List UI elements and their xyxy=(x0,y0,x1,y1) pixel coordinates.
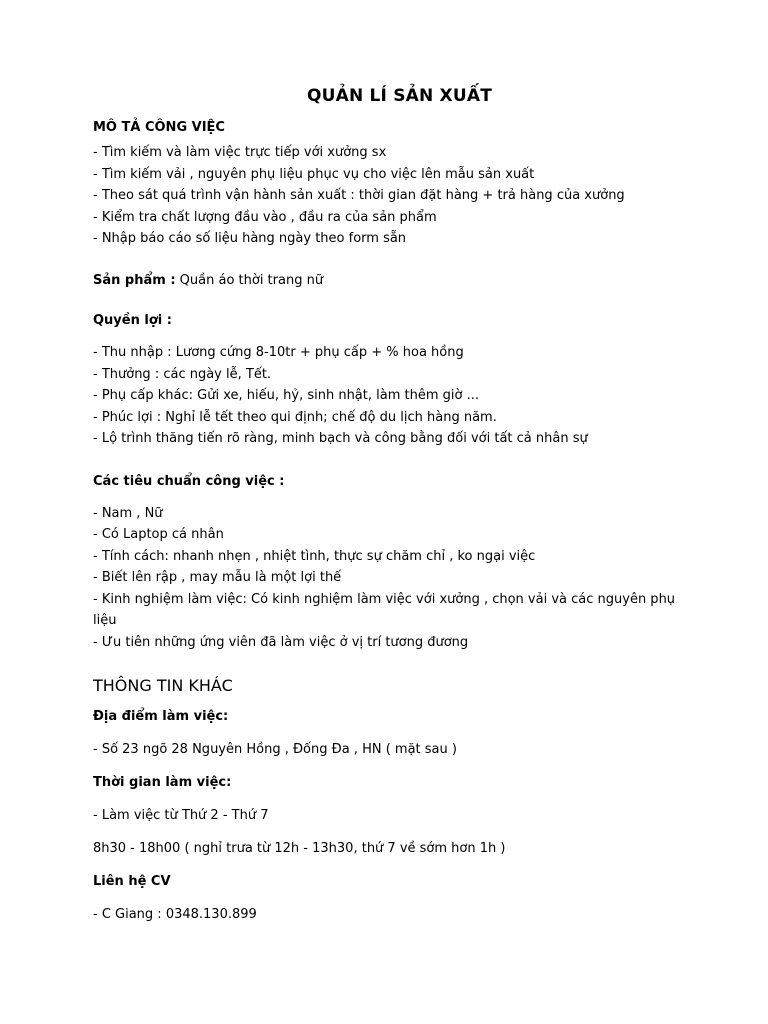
job-description-item: - Tìm kiếm và làm việc trực tiếp với xưởng sx xyxy=(93,145,387,160)
product-label: Sản phẩm : xyxy=(93,272,176,288)
requirement-item: - Ưu tiên những ứng viên đã làm việc ở vị trí tương đương xyxy=(93,634,469,650)
document-title: QUẢN LÍ SẢN XUẤT xyxy=(306,86,493,106)
contact-value: - C Giang : 0348.130.899 xyxy=(93,907,257,922)
job-description-item: - Kiểm tra chất lượng đầu vào , đầu ra của sản phẩm xyxy=(93,209,437,225)
benefit-item: - Lộ trình thăng tiến rõ ràng, minh bạch và công bằng đối với tất cả nhân sự xyxy=(93,431,588,446)
job-description-section xyxy=(93,118,688,250)
other-info-section xyxy=(93,675,688,924)
requirement-item: - Tính cách: nhanh nhẹn , nhiệt tình, thực sự chăm chỉ , ko ngại việc xyxy=(93,548,536,564)
requirement-item: - Biết lên rập , may mẫu là một lợi thế xyxy=(93,570,342,585)
job-description-item: - Theo sát quá trình vận hành sản xuất : thời gian đặt hàng + trả hàng của xưởng xyxy=(93,188,625,203)
benefit-item: - Thưởng : các ngày lễ, Tết. xyxy=(93,366,272,382)
requirement-item: liệu xyxy=(93,613,117,628)
product-line xyxy=(93,270,688,292)
benefits-heading: Quyền lợi : xyxy=(93,313,172,328)
job-description-item: - Nhập báo cáo số liệu hàng ngày theo form sẵn xyxy=(93,231,407,246)
location-label: Địa điểm làm việc: xyxy=(93,709,229,724)
job-description-heading: MÔ TẢ CÔNG VIỆC xyxy=(93,120,225,135)
requirements-heading: Các tiêu chuẩn công việc : xyxy=(93,473,285,489)
contact-label: Liên hệ CV xyxy=(93,874,171,889)
requirements-section xyxy=(93,472,688,654)
time-label: Thời gian làm việc: xyxy=(93,775,232,790)
time-line-2: 8h30 - 18h00 ( nghỉ trưa từ 12h - 13h30, thứ 7 về sớm hơn 1h ) xyxy=(93,841,506,856)
product-value: Quần áo thời trang nữ xyxy=(175,272,324,288)
benefit-item: - Thu nhập : Lương cứng 8-10tr + phụ cấp + % hoa hồng xyxy=(93,345,464,360)
job-description-item: - Tìm kiếm vải , nguyên phụ liệu phục vụ cho việc lên mẫu sản xuất xyxy=(93,166,535,182)
location-value: - Số 23 ngõ 28 Nguyên Hồng , Đống Đa , HN ( mặt sau ) xyxy=(93,742,457,757)
other-info-heading: THÔNG TIN KHÁC xyxy=(93,676,233,695)
requirement-item: - Nam , Nữ xyxy=(93,505,163,521)
time-line-1: - Làm việc từ Thứ 2 - Thứ 7 xyxy=(93,808,269,823)
benefit-item: - Phụ cấp khác: Gửi xe, hiếu, hỷ, sinh nhật, làm thêm giờ ... xyxy=(93,388,479,403)
requirement-item: - Kinh nghiệm làm việc: Có kinh nghiệm làm việc với xưởng , chọn vải và các nguyên phụ xyxy=(93,591,676,607)
benefit-item: - Phúc lợi : Nghỉ lễ tết theo qui định; chế độ du lịch hàng năm. xyxy=(93,409,497,425)
requirement-item: - Có Laptop cá nhân xyxy=(93,527,224,542)
benefits-section xyxy=(93,311,688,450)
